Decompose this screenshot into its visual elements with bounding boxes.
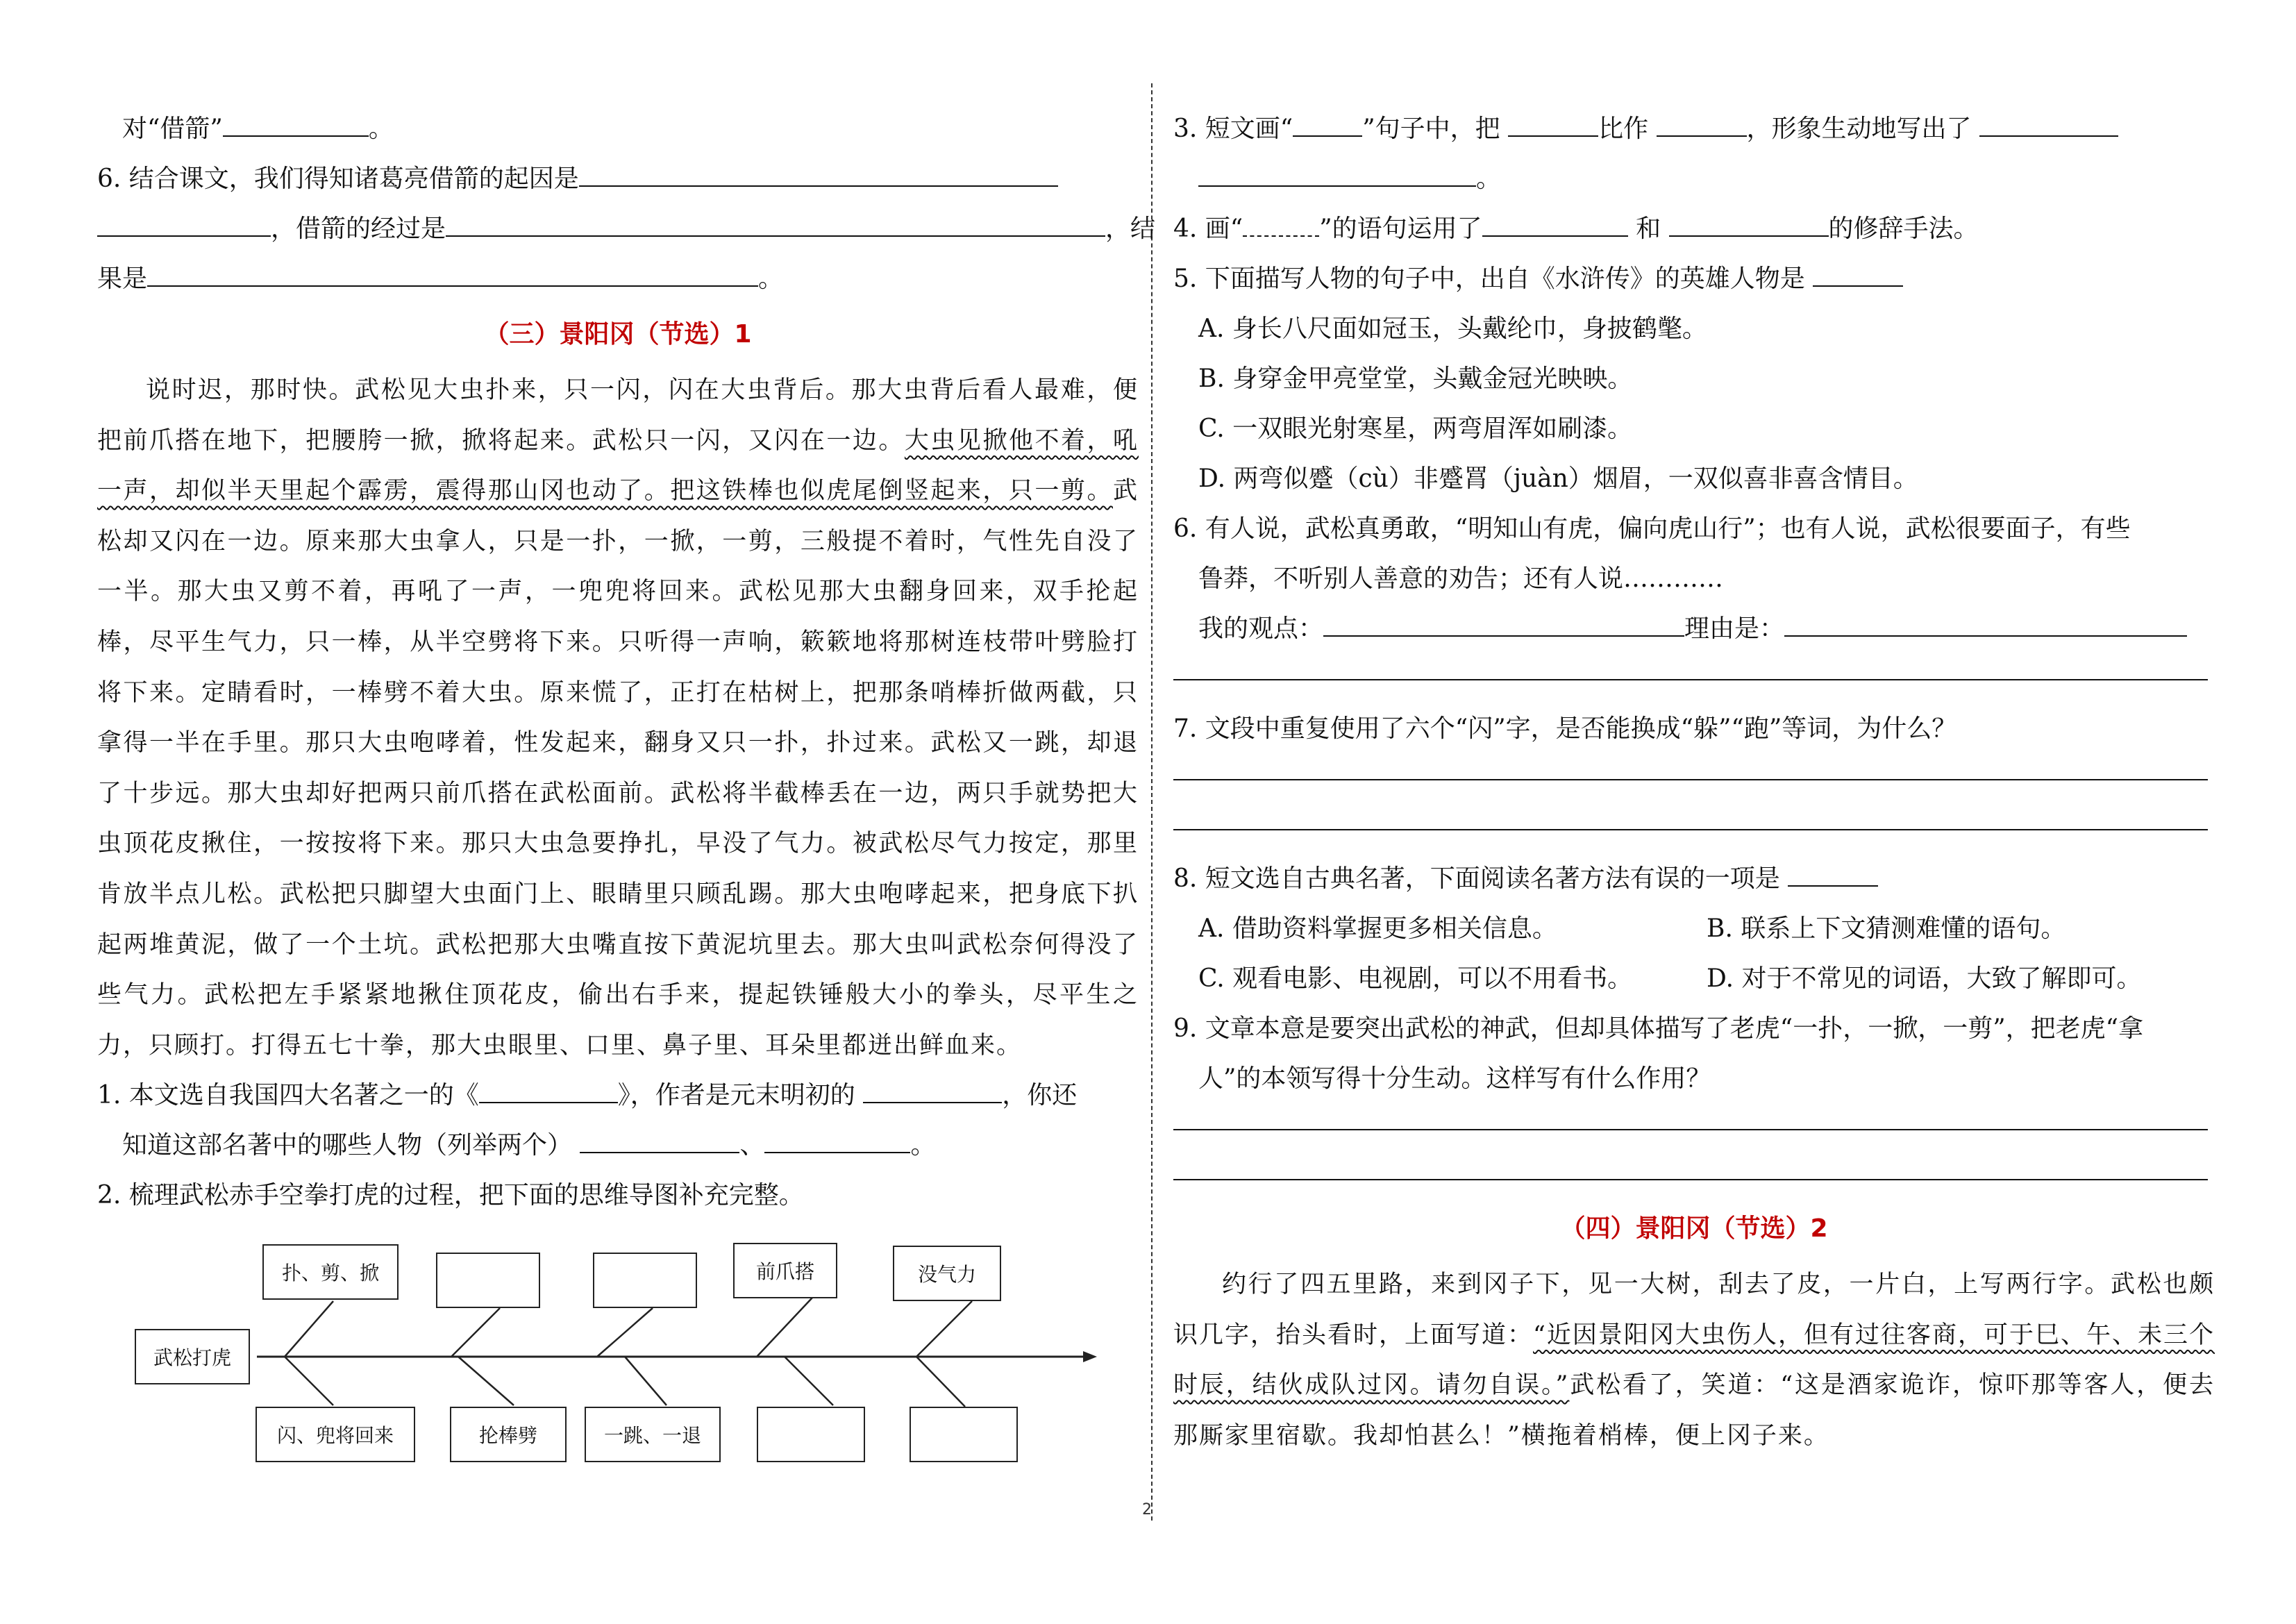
answer-line[interactable] <box>1173 1104 2208 1130</box>
mind-map-top-2-blank[interactable] <box>436 1253 540 1308</box>
answer-blank[interactable] <box>97 209 271 237</box>
line-q6: 6. 结合课文，我们得知诸葛亮借箭的起因是 <box>97 154 1139 204</box>
line-q1-cont: 知道这部名著中的哪些人物（列举两个） 、 。 <box>97 1121 1139 1171</box>
mind-map <box>97 1225 1139 1516</box>
q8-options-row-1 <box>1173 904 2215 954</box>
line-q2: 2. 梳理武松赤手空拳打虎的过程，把下面的思维导图补充完整。 <box>97 1181 804 1210</box>
reason-blank[interactable] <box>1784 609 2187 637</box>
dashed-mark <box>1243 209 1319 237</box>
mind-map-top-5: 没气力 <box>893 1246 1001 1301</box>
passage-4: 约行了四五里路，来到冈子下，见一大树，刮去了皮，一片白，上写两行字。武松也颇识几字，抬头看时，上面写道：“近因景阳冈大虫伤人，但有过往客商，可于巳、午、未三个时辰，结伙成队过冈。请勿自误。”武松看了，笑道：“这是酒家诡诈，惊吓那等客人，便去那厮家里宿歇。我却怕甚么！”横拖着梢棒，便上冈子来。 <box>1173 1271 2215 1450</box>
answer-blank[interactable] <box>1788 859 1878 887</box>
line-q6: 6. 有人说，武松真勇敢，“明知山有虎，偏向虎山行”；也有人说，武松很要面子，有些 <box>1173 514 2131 543</box>
left-column <box>97 104 1156 1516</box>
q5-option-d[interactable]: D. 两弯似蹙（cù）非蹙罥（juàn）烟眉，一双似喜非喜含情目。 <box>1198 464 1918 493</box>
section-title-3: （三）景阳冈（节选）1 <box>484 320 752 349</box>
line-q7: 7. 文段中重复使用了六个“闪”字，是否能换成“躲”“跑”等词，为什么？ <box>1173 714 1957 743</box>
underlined-sentence: 大虫见掀他不着，吼一声，却似半天里起个霹雳，震得那山冈也动了。把这铁棒也似虎尾倒竖起来，只一剪。 <box>97 426 1139 505</box>
q5-option-b[interactable]: B. 身穿金甲亮堂堂，头戴金冠光映映。 <box>1198 365 1633 393</box>
section-title-4: （四）景阳冈（节选）2 <box>1560 1214 1828 1243</box>
line-q5-tail: 对“借箭” 。 <box>97 104 1139 154</box>
answer-blank[interactable] <box>863 1075 1002 1103</box>
mind-map-start: 武松打虎 <box>135 1329 250 1384</box>
branch-line <box>916 1301 972 1357</box>
answer-blank[interactable] <box>1293 109 1362 137</box>
q8-option-c[interactable]: C. 观看电影、电视剧，可以不用看书。 <box>1198 964 1633 993</box>
q5-option-a[interactable]: A. 身长八尺面如冠玉，头戴纶巾，身披鹤氅。 <box>1198 315 1707 343</box>
line-q3-cont: 。 <box>1173 154 2215 204</box>
mind-map-bottom-1: 闪、兜将回来 <box>255 1407 415 1462</box>
answer-blank[interactable] <box>1657 109 1747 137</box>
mind-map-bottom-2: 抡棒劈 <box>450 1407 567 1462</box>
q8-option-b[interactable]: B. 联系上下文猜测难懂的语句。 <box>1707 914 2066 943</box>
passage-3: 说时迟，那时快。武松见大虫扑来，只一闪，闪在大虫背后。那大虫背后看人最难，便把前爪搭在地下，把腰胯一掀，掀将起来。武松只一闪，又闪在一边。大虫见掀他不着，吼一声，却似半天里起个霹雳，震得那山冈也动了。把这铁棒也似虎尾倒竖起来，只一剪。武松却又闪在一边。原来那大虫拿人，只是一扑，一掀，一剪，三般提不着时，气性先自没了一半。那大虫又剪不着，再吼了一声，一兜兜将回来。武松见那大虫翻身回来，双手抡起棒，尽平生气力，只一棒，从半空劈将下来。只听得一声响，簌簌地将那树连枝带叶劈脸打将下来。定睛看时，一棒劈不着大虫。原来慌了，正打在枯树上，把那条哨棒折做两截，只拿得一半在手里。那只大虫咆哮着，性发起来，翻身又只一扑，扑过来。武松又一跳，却退了十步远。那大虫却好把两只前爪搭在武松面前。武松将半截棒丢在一边，两只手就势把大虫顶花皮揪住，一按按将下来。那只大虫急要挣扎，早没了气力。被武松尽气力按定，那里肯放半点儿松。武松把只脚望大虫面门上、眼睛里只顾乱踢。那大虫咆哮起来，把身底下扒起两堆黄泥，做了一个土坑。武松把那大虫嘴直按下黄泥坑里去。那大虫叫武松奈何得没了些气力。武松把左手紧紧地揪住顶花皮，偷出右手来，提起铁锤般大小的拳头，尽平生之力，只顾打。打得五七十拳，那大虫眼里、口里、鼻子里、耳朵里都迸出鲜血来。 <box>97 376 1139 1060</box>
branch-line <box>597 1308 653 1357</box>
mind-map-bottom-4-blank[interactable] <box>757 1407 865 1462</box>
mind-map-bottom-3: 一跳、一退 <box>585 1407 721 1462</box>
mind-map-top-3-blank[interactable] <box>593 1253 697 1308</box>
line-q6-end: 果是 。 <box>97 254 1139 304</box>
arrow-head <box>1083 1351 1097 1362</box>
q8-option-d[interactable]: D. 对于不常见的词语，大致了解即可。 <box>1707 964 2142 993</box>
branch-line <box>451 1308 500 1357</box>
line-q3: 3. 短文画“ ”句子中，把 比作 ，形象生动地写出了 <box>1173 104 2215 154</box>
answer-line[interactable] <box>1173 754 2208 780</box>
answer-blank[interactable] <box>1508 109 1598 137</box>
line-q5: 5. 下面描写人物的句子中，出自《水浒传》的英雄人物是 <box>1173 254 2215 304</box>
column-divider <box>1151 83 1153 1521</box>
right-column <box>1173 104 2215 1461</box>
line-q4: 4. 画“ ”的语句运用了 和 的修辞手法。 <box>1173 204 2215 254</box>
q5-option-c[interactable]: C. 一双眼光射寒星，两弯眉浑如刷漆。 <box>1198 415 1633 443</box>
line-q6-cont: ，借箭的经过是 ，结 <box>97 204 1139 254</box>
answer-blank[interactable] <box>223 109 369 137</box>
answer-line[interactable] <box>1173 654 2208 680</box>
answer-line[interactable] <box>1173 804 2208 830</box>
branch-line <box>785 1357 833 1405</box>
branch-line <box>757 1298 812 1357</box>
answer-blank[interactable] <box>446 209 1105 237</box>
answer-blank[interactable] <box>580 1125 739 1153</box>
answer-blank[interactable] <box>1198 159 1476 187</box>
q8-options-row-2 <box>1173 954 2215 1004</box>
mind-map-top-4: 前爪搭 <box>733 1243 837 1298</box>
answer-blank[interactable] <box>1979 109 2118 137</box>
underlined-sentence: “近因景阳冈大虫伤人，但有过往客商，可于巳、午、未三个时辰，结伙成队过冈。请勿自误。” <box>1173 1321 2215 1400</box>
answer-blank[interactable] <box>1813 259 1903 287</box>
branch-line <box>285 1357 333 1405</box>
branch-line <box>916 1357 965 1407</box>
answer-blank[interactable] <box>147 259 758 287</box>
branch-line <box>458 1357 514 1405</box>
line-q1: 1. 本文选自我国四大名著之一的《 》，作者是元末明初的 ，你还 <box>97 1071 1139 1121</box>
mind-map-top-1: 扑、剪、掀 <box>262 1244 399 1300</box>
opinion-blank[interactable] <box>1323 609 1684 637</box>
q8-option-a[interactable]: A. 借助资料掌握更多相关信息。 <box>1198 914 1557 943</box>
answer-blank[interactable] <box>1482 209 1628 237</box>
answer-blank[interactable] <box>764 1125 910 1153</box>
line-q8: 8. 短文选自古典名著，下面阅读名著方法有误的一项是 <box>1173 854 2215 904</box>
page-number: 2 <box>1142 1501 1152 1518</box>
line-q6-answer: 我的观点： 理由是： <box>1173 604 2215 654</box>
answer-blank[interactable] <box>479 1075 618 1103</box>
answer-blank[interactable] <box>1669 209 1829 237</box>
line-q9: 9. 文章本意是要突出武松的神武，但却具体描写了老虎“一扑，一掀，一剪”，把老虎“拿 <box>1173 1014 2144 1043</box>
line-q6-cont: 鲁莽，不听别人善意的劝告；还有人说………… <box>1198 564 1724 593</box>
mind-map-bottom-5-blank[interactable] <box>910 1407 1018 1462</box>
answer-blank[interactable] <box>579 159 1058 187</box>
line-q9-cont: 人”的本领写得十分生动。这样写有什么作用？ <box>1198 1064 1711 1093</box>
branch-line <box>625 1357 667 1405</box>
branch-line <box>285 1301 333 1357</box>
answer-line[interactable] <box>1173 1154 2208 1180</box>
